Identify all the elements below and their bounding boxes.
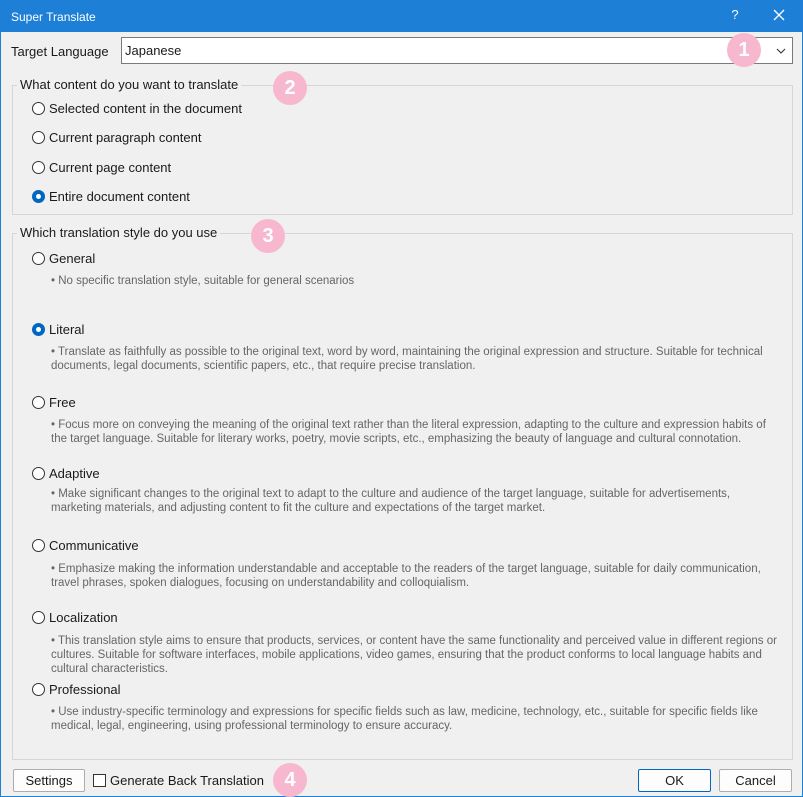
style-radio-literal[interactable] — [32, 323, 45, 336]
content-option-selected-label[interactable]: Selected content in the document — [49, 101, 242, 116]
settings-button[interactable]: Settings — [13, 769, 85, 792]
cancel-button[interactable]: Cancel — [719, 769, 792, 792]
title-bar — [1, 1, 802, 32]
content-group-legend: What content do you want to translate — [17, 77, 241, 92]
content-option-radio[interactable] — [32, 161, 45, 174]
style-label-professional[interactable]: Professional — [49, 682, 121, 697]
callout-badge-1: 1 — [727, 33, 761, 67]
callout-badge-2: 2 — [273, 71, 307, 105]
callout-badge-3: 3 — [251, 219, 285, 253]
content-option-paragraph-label[interactable]: Current paragraph content — [49, 130, 202, 145]
target-language-value: Japanese — [125, 43, 182, 58]
content-option-radio-selected[interactable] — [32, 190, 45, 203]
style-label-literal[interactable]: Literal — [49, 322, 85, 337]
style-desc-adaptive: • Make significant changes to the original text to adapt to the culture and audience of the target language, suitable for advertisements, marketing materials, and adjusting content to fit the culture and expectations of the target market. — [51, 488, 731, 514]
style-label-general[interactable]: General — [49, 251, 96, 266]
content-option-page-label[interactable]: Current page content — [49, 160, 172, 175]
style-desc-literal: • Translate as faithfully as possible to the original text, word by word, maintaining the original expression and structure. Suitable for technical documents, legal documents, scientific papers, etc., that require precise translation. — [51, 346, 763, 372]
back-translation-checkbox[interactable] — [93, 774, 106, 787]
style-desc-free: • Focus more on conveying the meaning of the original text rather than the literal expression, adapting to the culture and expression habits of the target language. Suitable for literary works, poetry, movie scripts, etc., emphasizing the beauty of language and cultural connotation. — [51, 419, 766, 445]
content-option-radio[interactable] — [32, 131, 45, 144]
style-radio-adaptive[interactable] — [32, 467, 45, 480]
style-label-adaptive[interactable]: Adaptive — [49, 466, 100, 481]
style-radio-communicative[interactable] — [32, 539, 45, 552]
help-button[interactable]: ? — [731, 7, 739, 22]
back-translation-label[interactable]: Generate Back Translation — [110, 773, 264, 788]
style-radio-free[interactable] — [32, 396, 45, 409]
style-label-communicative[interactable]: Communicative — [49, 538, 139, 553]
chevron-down-icon — [776, 46, 786, 56]
style-radio-professional[interactable] — [32, 683, 45, 696]
close-button[interactable] — [768, 4, 790, 26]
content-option-radio[interactable] — [32, 102, 45, 115]
target-language-select[interactable] — [121, 37, 793, 64]
style-desc-professional: • Use industry-specific terminology and expressions for specific fields such as law, medicine, technology, etc., suitable for specific fields like medical, legal, engineering, using professional terminology to ensure accuracy. — [51, 706, 758, 732]
style-group-legend: Which translation style do you use — [17, 225, 220, 240]
style-label-localization[interactable]: Localization — [49, 610, 118, 625]
close-icon — [768, 4, 790, 26]
style-radio-general[interactable] — [32, 252, 45, 265]
ok-button[interactable]: OK — [638, 769, 711, 792]
style-label-free[interactable]: Free — [49, 395, 76, 410]
callout-badge-4: 4 — [273, 763, 307, 797]
content-option-document-label[interactable]: Entire document content — [49, 189, 190, 204]
target-language-label: Target Language — [11, 44, 109, 59]
style-radio-localization[interactable] — [32, 611, 45, 624]
style-desc-localization: • This translation style aims to ensure that products, services, or content have the same functionality and perceived value in different regions or cultures. Suitable for software interfaces, mobile applications, video games, ensuring that the product conforms to local language habits and cultural characteristics. — [51, 635, 777, 675]
window-title: Super Translate — [11, 10, 96, 24]
style-desc-general: • No specific translation style, suitable for general scenarios — [51, 275, 355, 287]
style-desc-communicative: • Emphasize making the information understandable and acceptable to the readers of the target language, suitable for daily communication, travel phrases, spoken dialogues, focusing on understandability and colloquialism. — [51, 563, 761, 589]
